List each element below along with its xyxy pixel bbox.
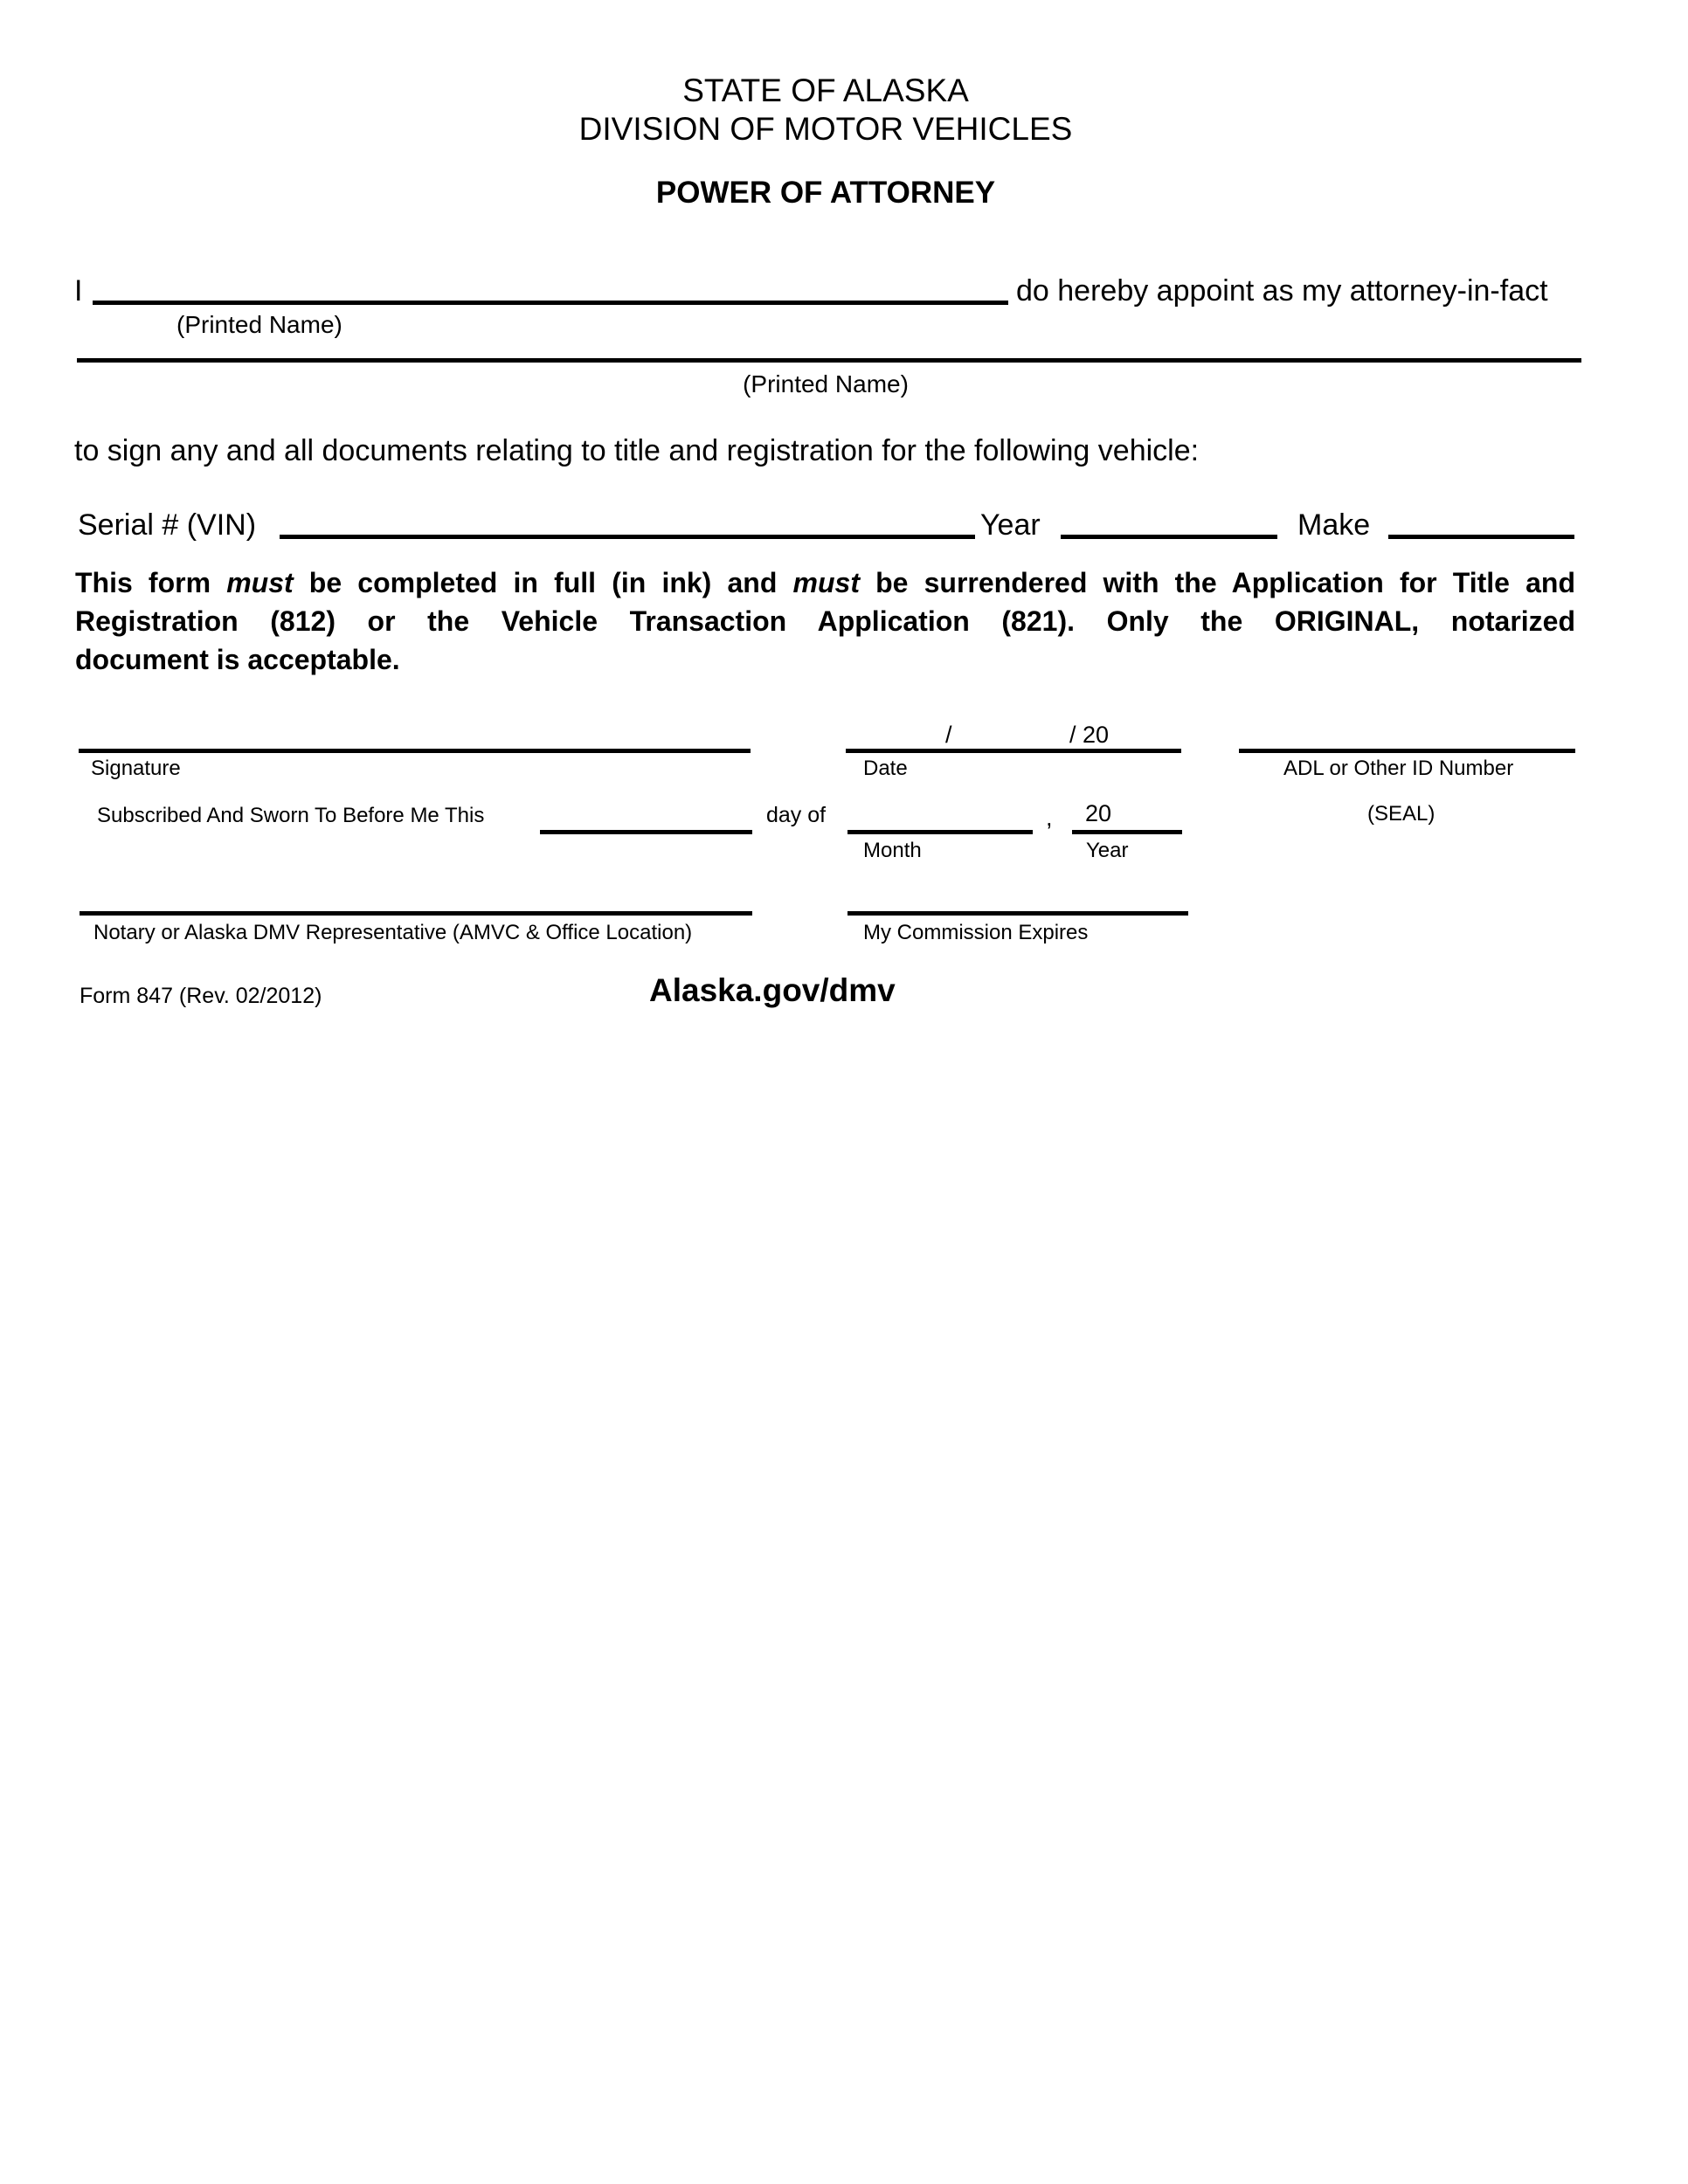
- comma-separator: ,: [1046, 805, 1053, 831]
- notice-line1-mid: be completed in full (in ink) and: [293, 567, 793, 598]
- commission-expires-line[interactable]: [847, 911, 1188, 916]
- vehicle-intro-text: to sign any and all documents relating to title and registration for the following vehicle:: [74, 434, 1200, 467]
- serial-vin-line[interactable]: [280, 535, 975, 539]
- date-slash-1: /: [945, 722, 952, 748]
- form-number: Form 847 (Rev. 02/2012): [80, 984, 322, 1008]
- month-label: Month: [863, 839, 922, 862]
- serial-vin-label: Serial # (VIN): [78, 508, 257, 542]
- notice-must-2: must: [792, 567, 860, 598]
- notary-representative-label: Notary or Alaska DMV Representative (AMVC & Office Location): [93, 921, 693, 944]
- notice-must-1: must: [226, 567, 294, 598]
- month-line[interactable]: [847, 830, 1033, 834]
- day-of-label: day of: [766, 803, 827, 827]
- adl-id-label: ADL or Other ID Number: [1283, 757, 1514, 780]
- pronoun-i: I: [74, 274, 83, 308]
- make-line[interactable]: [1388, 535, 1574, 539]
- notice-line-2: Registration (812) or the Vehicle Transaction Application (821). Only the ORIGINAL, notarized: [75, 605, 1575, 637]
- year-prefix-20: 20: [1085, 800, 1112, 826]
- agency-name-state: STATE OF ALASKA: [682, 73, 969, 108]
- sworn-statement-text: Subscribed And Sworn To Before Me This: [97, 804, 485, 827]
- form-title: POWER OF ATTORNEY: [655, 176, 996, 210]
- date-line[interactable]: [846, 749, 1181, 753]
- agency-name-division: DIVISION OF MOTOR VEHICLES: [578, 111, 1073, 147]
- day-line[interactable]: [540, 830, 752, 834]
- make-label: Make: [1297, 508, 1371, 542]
- notice-line-1: [75, 563, 1575, 602]
- signature-label: Signature: [91, 757, 181, 780]
- year-line[interactable]: [1061, 535, 1277, 539]
- seal-label: (SEAL): [1367, 802, 1435, 826]
- principal-printed-name-line[interactable]: [93, 301, 1008, 305]
- adl-id-line[interactable]: [1239, 749, 1575, 753]
- signature-line[interactable]: [79, 749, 751, 753]
- commission-expires-label: My Commission Expires: [863, 921, 1089, 944]
- notice-line-3: document is acceptable.: [75, 644, 400, 675]
- notary-signature-line[interactable]: [80, 911, 752, 916]
- year-label: Year: [980, 508, 1041, 542]
- date-label: Date: [863, 757, 908, 780]
- date-slash-20: / 20: [1069, 722, 1110, 748]
- notice-line1-post: be surrendered with the Application for Title and: [859, 567, 1576, 598]
- notice-line1-pre: This form: [75, 567, 227, 598]
- appoint-clause: do hereby appoint as my attorney-in-fact: [1016, 274, 1548, 308]
- attorney-printed-name-line[interactable]: [77, 358, 1581, 363]
- website-url: Alaska.gov/dmv: [649, 972, 896, 1008]
- printed-name-label-principal: (Printed Name): [176, 311, 342, 338]
- completion-notice: [75, 563, 1575, 679]
- year-small-label: Year: [1086, 839, 1129, 862]
- printed-name-label-attorney: (Printed Name): [743, 370, 909, 397]
- sworn-year-line[interactable]: [1072, 830, 1182, 834]
